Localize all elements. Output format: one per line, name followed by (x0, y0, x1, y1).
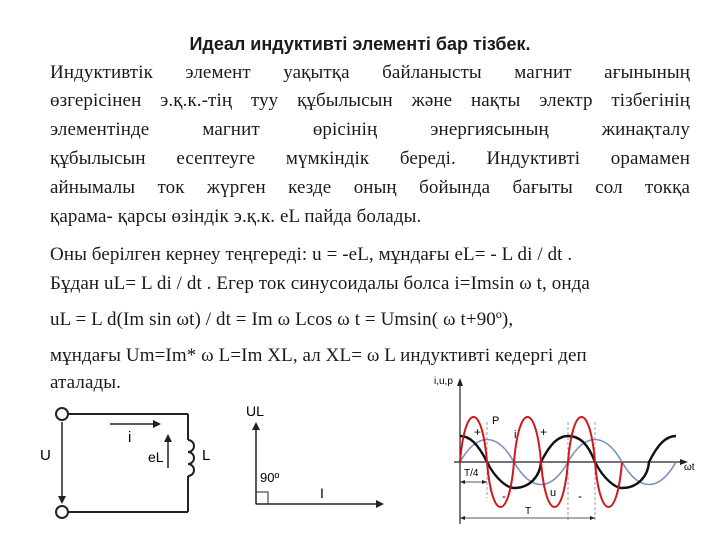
paragraph-line-6: қарама- қарсы өзіндік э.қ.к. eL пайда болады. (50, 206, 422, 227)
page-title: Идеал индуктивті элементі бар тізбек. (189, 34, 531, 54)
waveform-diagram (430, 372, 700, 534)
power-label: P (492, 415, 500, 427)
paragraph-line-2: өзгерісінен э.қ.к.-тің туу құбылысын және нақты электр тізбегінің (50, 90, 690, 111)
quarter-period-label: T/4 (464, 468, 479, 479)
plus-sign-1: + (474, 425, 482, 439)
paragraph-line-5: айнымалы ток жүрген кезде оның бойында бағыты сол токқа (50, 177, 690, 198)
paragraph-line-3: элементінде магнит өрісінің энергиясының жинақталу (50, 119, 690, 140)
period-label: T (525, 506, 532, 517)
current-curve-label: i (514, 429, 517, 441)
phase-angle-label: 90º (260, 470, 280, 485)
paragraph-line-4: құбылысын есептеуге мүмкіндік береді. Индуктивті орамамен (50, 148, 690, 169)
formula-line-5: аталады. (50, 372, 121, 393)
inductor-label: L (202, 447, 211, 464)
voltage-curve-label: u (550, 487, 557, 499)
voltage-label: U (40, 447, 51, 464)
inductor-coil (188, 440, 194, 476)
current-label: i (128, 429, 132, 446)
minus-sign-1: - (502, 489, 506, 503)
phasor-diagram (236, 400, 396, 530)
terminal-top (56, 408, 68, 420)
emf-label: eL (148, 449, 164, 465)
formula-line-1: Оны берілген кернеу теңгереді: u = -eL, мұндағы eL= - L di / dt . (50, 244, 573, 265)
terminal-bottom (56, 506, 68, 518)
formula-line-4: мұндағы Um=Im* ω L=Im XL, ал XL= ω L индуктивті кедергі деп (50, 345, 587, 366)
phasor-current-label: I (320, 485, 324, 501)
formula-line-2: Бұдан uL= L di / dt . Егер ток синусоидалы болса i=Imsin ω t, онда (50, 273, 590, 294)
paragraph-line-1: Индуктивтік элемент уақытқа байланысты магнит ағынының (50, 62, 690, 83)
x-axis-label: ωt (684, 462, 695, 473)
right-angle-mark (256, 492, 268, 504)
circuit-diagram (40, 400, 230, 530)
formula-line-3: uL = L d(Im sin ωt) / dt = Im ω Lcos ω t = Umsin( ω t+90º), (50, 309, 514, 330)
phasor-voltage-label: UL (246, 403, 264, 419)
plus-sign-2: + (540, 425, 548, 439)
minus-sign-2: - (578, 489, 582, 503)
y-axis-label: i,u,p (434, 376, 453, 387)
